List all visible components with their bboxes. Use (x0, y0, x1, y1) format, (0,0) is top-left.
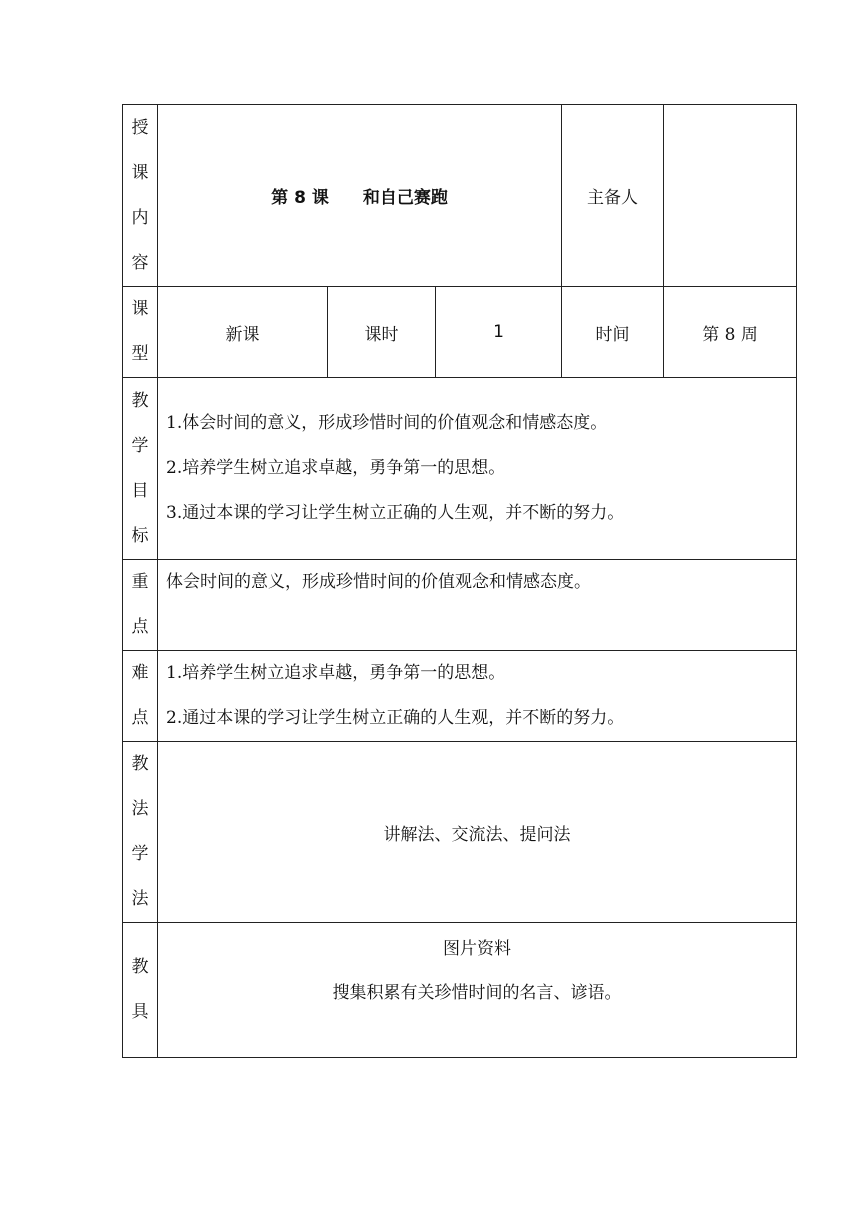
material-item: 搜集积累有关珍惜时间的名言、谚语。 (332, 983, 622, 1003)
materials-row (123, 923, 797, 1058)
lesson-type-label: 课 型 (123, 287, 158, 378)
difficulties-label: 难 点 (123, 651, 158, 742)
methods-row (123, 742, 797, 923)
materials-label: 教 具 (123, 923, 158, 1058)
materials-content (158, 923, 797, 1058)
methods-label: 教 法 学 法 (123, 742, 158, 923)
goal-item: 1.体会时间的意义，形成珍惜时间的价值观念和情感态度。 (166, 413, 608, 433)
key-points-label: 重 点 (123, 560, 158, 651)
teaching-goals-content (158, 378, 797, 560)
difficulty-item: 1.培养学生树立追求卓越，勇争第一的思想。 (166, 663, 506, 683)
teaching-goals-row (123, 378, 797, 560)
key-point-text: 体会时间的意义，形成珍惜时间的价值观念和情感态度。 (166, 572, 591, 592)
material-item: 图片资料 (443, 939, 511, 959)
lesson-type-row (123, 287, 797, 378)
methods-content: 讲解法、交流法、提问法 (158, 742, 797, 923)
difficulties-row (123, 651, 797, 742)
key-points-content (158, 560, 797, 651)
time-value: 第 8 周 (664, 287, 797, 378)
key-points-row (123, 560, 797, 651)
lesson-title (158, 105, 562, 287)
preparer-label: 主备人 (562, 105, 664, 287)
difficulty-item: 2.通过本课的学习让学生树立正确的人生观，并不断的努力。 (166, 708, 625, 728)
lesson-type-value: 新课 (158, 287, 328, 378)
lesson-number: 第 8 课 (271, 188, 329, 208)
difficulties-content (158, 651, 797, 742)
time-label: 时间 (562, 287, 664, 378)
goal-item: 3.通过本课的学习让学生树立正确的人生观，并不断的努力。 (166, 503, 625, 523)
lesson-name: 和自己赛跑 (362, 188, 448, 208)
period-label: 课时 (328, 287, 436, 378)
preparer-value (664, 105, 797, 287)
teaching-goals-label: 教 学 目 标 (123, 378, 158, 560)
lesson-content-label: 授 课 内 容 (123, 105, 158, 287)
lesson-plan-table (122, 104, 797, 1058)
period-value: 1 (436, 287, 562, 378)
lesson-content-row (123, 105, 797, 287)
goal-item: 2.培养学生树立追求卓越，勇争第一的思想。 (166, 458, 506, 478)
